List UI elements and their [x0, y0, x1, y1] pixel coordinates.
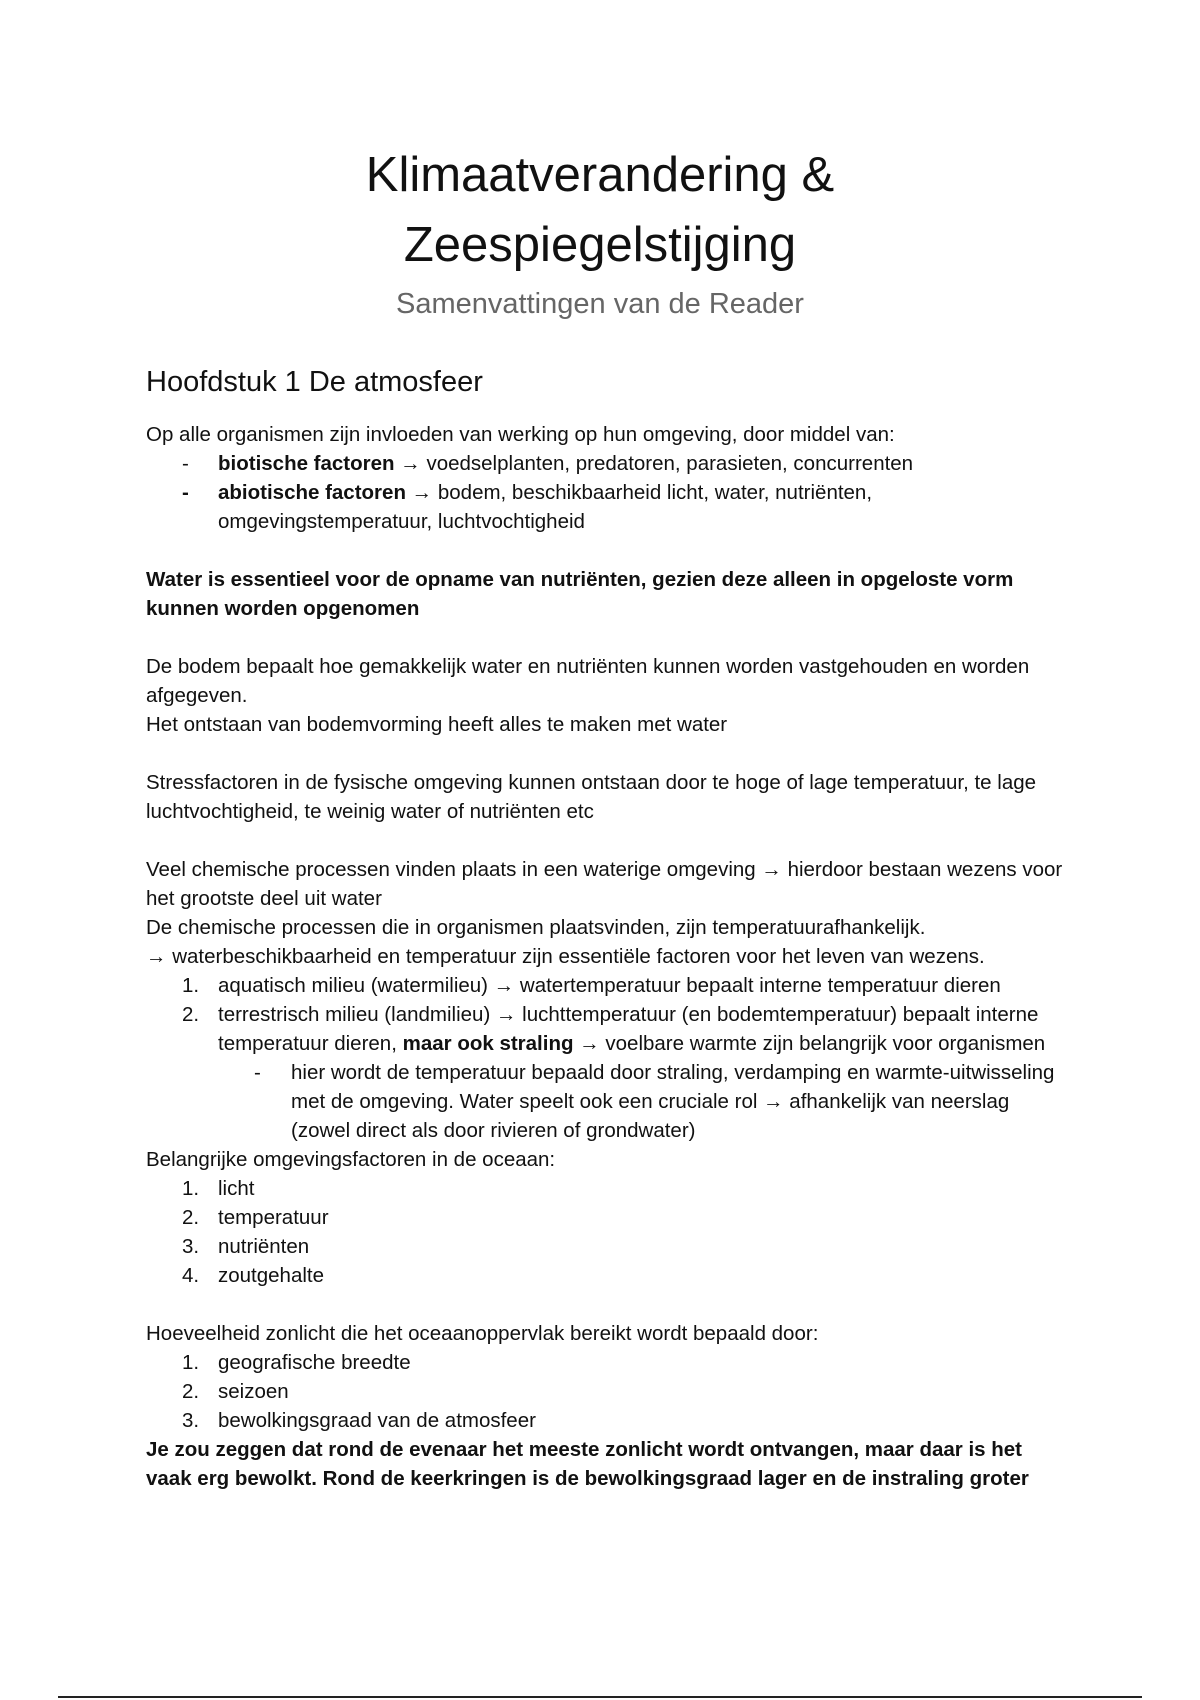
bold-statement-equator: Je zou zeggen dat rond de evenaar het meeste zonlicht wordt ontvangen, maar daar is het vaak erg bewolkt. Rond de keerkringen is de bewolkingsgraad lager en de instraling groter	[146, 1438, 1029, 1490]
list-text: geografische breedte	[218, 1351, 411, 1374]
sub-list-text: hier wordt de temperatuur bepaald door straling, verdamping en warmte-uitwisseling met de omgeving. Water speelt ook een cruciale rol → afhankelijk van neerslag (zowel direct als door rivieren of grondwater)	[291, 1061, 1055, 1142]
list-item	[146, 1000, 1066, 1058]
bullet-marker: -	[182, 481, 189, 504]
soil-paragraph-2: Het ontstaan van bodemvorming heeft alles te maken met water	[146, 713, 728, 736]
list-text: licht	[218, 1177, 255, 1200]
list-text: nutriënten	[218, 1235, 310, 1258]
ocean-intro: Belangrijke omgevingsfactoren in de oceaan:	[146, 1148, 556, 1171]
title-line-2: Zeespiegelstijging	[403, 218, 797, 272]
list-number: 2.	[182, 1003, 200, 1026]
list-item	[146, 478, 1066, 536]
list-text-bold: maar ook straling	[402, 1032, 574, 1055]
list-text: seizoen	[218, 1380, 289, 1403]
list-item	[146, 1203, 1066, 1232]
term-description: → bodem, beschikbaarheid licht, water, nutriënten, omgevingstemperatuur, luchtvochtigheid	[218, 481, 873, 533]
list-number: 1.	[182, 1351, 200, 1374]
list-number: 2.	[182, 1206, 200, 1229]
list-item	[146, 1174, 1066, 1203]
document-title	[0, 140, 1200, 280]
term-description: → voedselplanten, predatoren, parasieten, concurrenten	[394, 452, 914, 475]
soil-paragraph: De bodem bepaalt hoe gemakkelijk water en nutriënten kunnen worden vastgehouden en worden afgegeven.	[146, 655, 1030, 707]
list-item	[146, 1232, 1066, 1261]
list-number: 3.	[182, 1235, 200, 1258]
list-item	[146, 1348, 1066, 1377]
chemical-paragraph-3: → waterbeschikbaarheid en temperatuur zijn essentiële factoren voor het leven van wezens.	[146, 945, 985, 968]
term-biotic: biotische factoren	[218, 452, 395, 475]
title-line-1: Klimaatverandering &	[365, 148, 835, 202]
bullet-marker: -	[182, 452, 189, 475]
list-item	[146, 449, 1066, 478]
intro-paragraph: Op alle organismen zijn invloeden van werking op hun omgeving, door middel van:	[146, 423, 895, 446]
sunlight-intro: Hoeveelheid zonlicht die het oceaanoppervlak bereikt wordt bepaald door:	[146, 1322, 819, 1345]
list-number: 3.	[182, 1409, 200, 1432]
chemical-paragraph: Veel chemische processen vinden plaats in een waterige omgeving → hierdoor bestaan wezens voor het grootste deel uit water	[146, 858, 1063, 910]
list-item	[146, 971, 1066, 1000]
list-item	[146, 1406, 1066, 1435]
list-item	[146, 1377, 1066, 1406]
list-text: terrestrisch milieu (landmilieu) → luchttemperatuur (en bodemtemperatuur) bepaalt interne temperatuur dieren,	[218, 1003, 1039, 1055]
list-number: 1.	[182, 974, 200, 997]
list-text: zoutgehalte	[218, 1264, 325, 1287]
stress-paragraph: Stressfactoren in de fysische omgeving kunnen ontstaan door te hoge of lage temperatuur, te lage luchtvochtigheid, te weinig water of nutriënten etc	[146, 771, 1037, 823]
list-number: 2.	[182, 1380, 200, 1403]
list-number: 4.	[182, 1264, 200, 1287]
bullet-marker: -	[254, 1061, 261, 1084]
list-text: → voelbare warmte zijn belangrijk voor organismen	[573, 1032, 1046, 1055]
list-item	[146, 1261, 1066, 1290]
document-body	[146, 362, 1066, 1493]
list-text: bewolkingsgraad van de atmosfeer	[218, 1409, 536, 1432]
list-number: 1.	[182, 1177, 200, 1200]
list-text: temperatuur	[218, 1206, 329, 1229]
document-subtitle: Samenvattingen van de Reader	[396, 288, 804, 320]
list-text: aquatisch milieu (watermilieu) → watertemperatuur bepaalt interne temperatuur dieren	[218, 974, 1001, 997]
chemical-paragraph-2: De chemische processen die in organismen plaatsvinden, zijn temperatuurafhankelijk.	[146, 916, 926, 939]
bold-statement-water: Water is essentieel voor de opname van nutriënten, gezien deze alleen in opgeloste vorm kunnen worden opgenomen	[146, 568, 1014, 620]
sub-list-item	[146, 1058, 1066, 1145]
chapter-heading: Hoofdstuk 1 De atmosfeer	[146, 366, 483, 398]
page-divider	[58, 1696, 1142, 1698]
term-abiotic: abiotische factoren	[218, 481, 406, 504]
